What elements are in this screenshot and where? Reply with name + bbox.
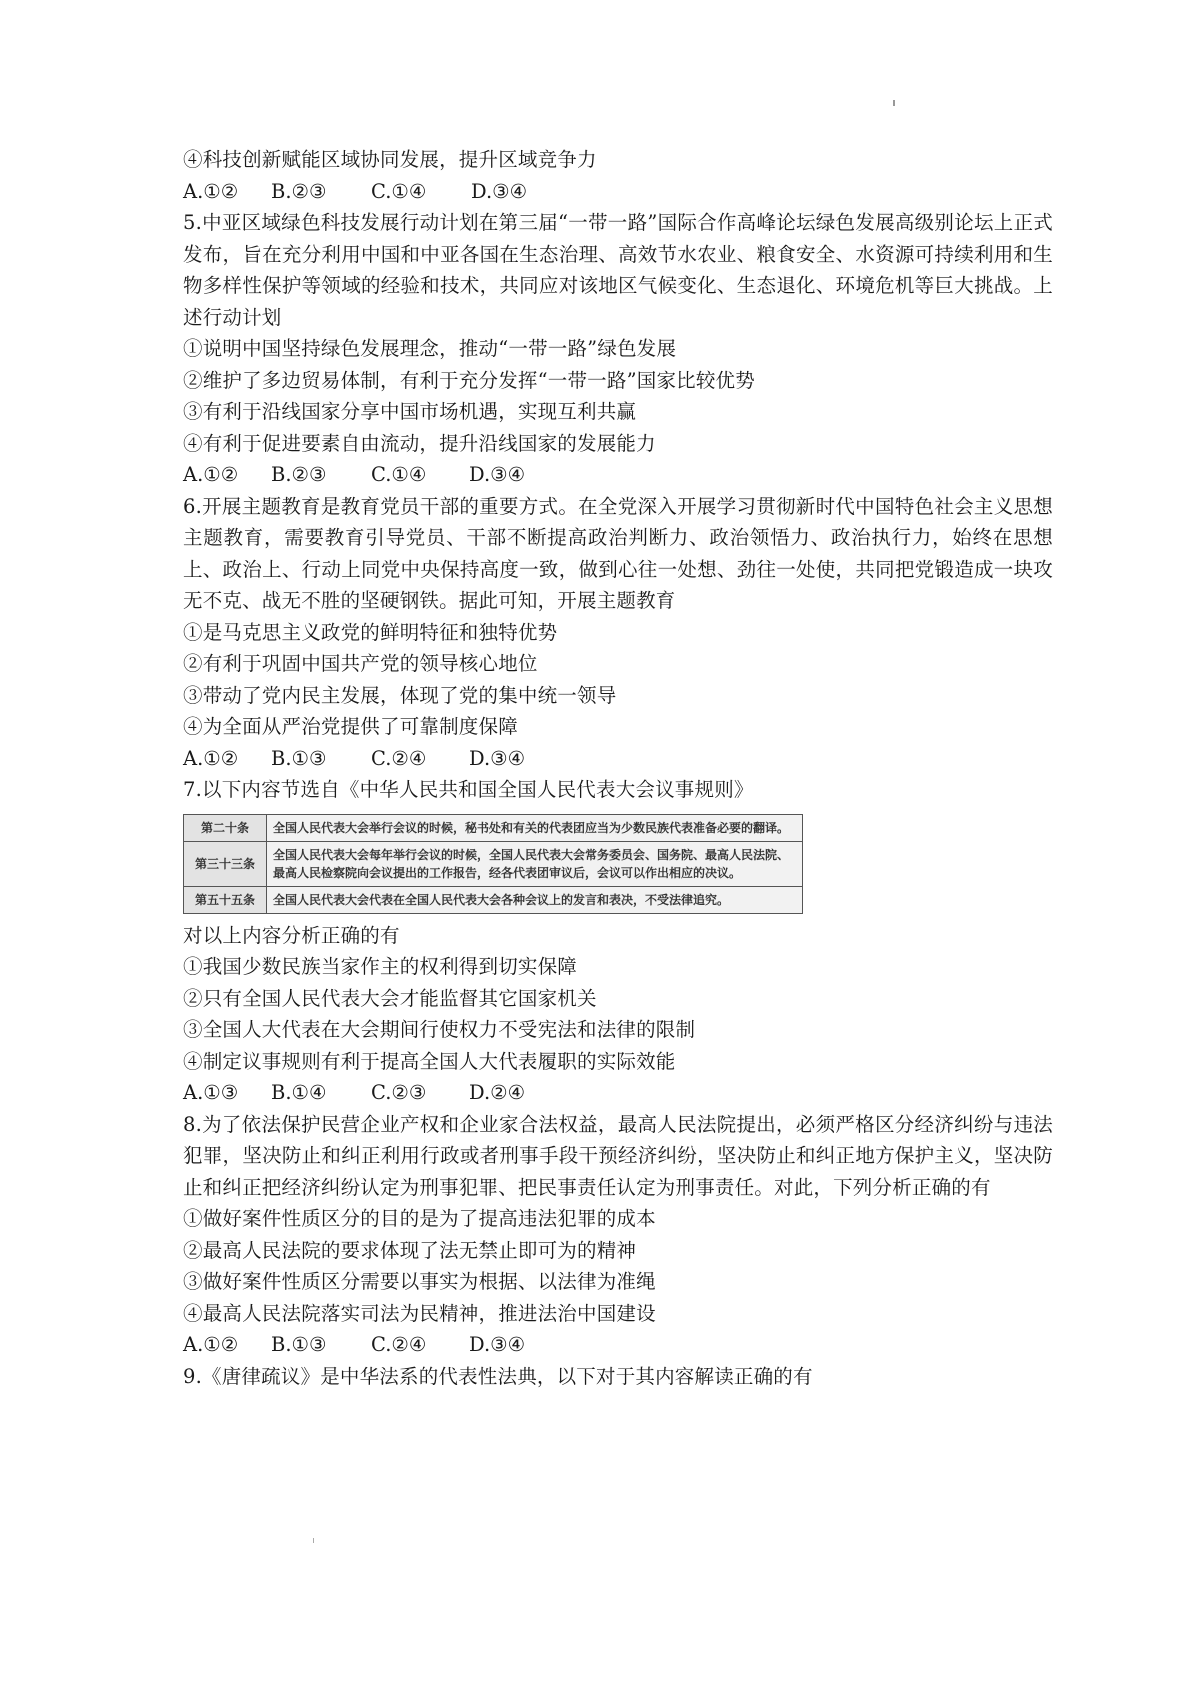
q7-item-1: ①我国少数民族当家作主的权利得到切实保障 xyxy=(183,955,578,978)
article-number: 第五十五条 xyxy=(184,886,267,913)
q5-item-3: ③有利于沿线国家分享中国市场机遇，实现互利共赢 xyxy=(183,400,637,423)
q6-stem: 6.开展主题教育是教育党员干部的重要方式。在全党深入开展学习贯彻新时代中国特色社会主义思想主题教育，需要教育引导党员、干部不断提高政治判断力、政治领悟力、政治执行力，始终在思想上、政治上、行动上同党中央保持高度一致，做到心往一处想、劲往一处使，共同把党锻造成一块攻无不克、战无不胜的坚硬钢铁。据此可知，开展主题教育 xyxy=(183,494,1053,612)
q6-item-3: ③带动了党内民主发展，体现了党的集中统一领导 xyxy=(183,683,617,707)
option-a: A.①② xyxy=(183,1333,239,1356)
option-c: C.①④ xyxy=(371,463,427,486)
scan-mark xyxy=(313,1538,314,1543)
option-d: D.②④ xyxy=(469,1081,526,1104)
q7-item-4: ④制定议事规则有利于提高全国人大代表履职的实际效能 xyxy=(183,1049,676,1073)
q6-item-1: ①是马克思主义政党的鲜明特征和独特优势 xyxy=(183,620,558,644)
option-b: B.①④ xyxy=(271,1081,327,1104)
option-b: B.①③ xyxy=(271,1333,327,1356)
table-row xyxy=(184,814,803,841)
q7-options xyxy=(183,1077,1053,1109)
law-excerpt-table xyxy=(183,814,803,914)
q5-stem: 5.中亚区域绿色科技发展行动计划在第三届“一带一路”国际合作高峰论坛绿色发展高级别论坛上正式发布，旨在充分利用中国和中亚各国在生态治理、高效节水农业、粮食安全、水资源可持续利用和生物多样性保护等领域的经验和技术，共同应对该地区气候变化、生态退化、环境危机等巨大挑战。上述行动计划 xyxy=(183,211,1053,329)
q8-item-4: ④最高人民法院落实司法为民精神，推进法治中国建设 xyxy=(183,1301,656,1325)
option-a: A.①② xyxy=(183,746,239,770)
q6-item-2: ②有利于巩固中国共产党的领导核心地位 xyxy=(183,652,538,675)
q7-stem: 7.以下内容节选自《中华人民共和国全国人民代表大会议事规则》 xyxy=(183,778,754,801)
option-d: D.③④ xyxy=(471,179,528,203)
q7-item-2: ②只有全国人民代表大会才能监督其它国家机关 xyxy=(183,986,597,1010)
q7-item-3: ③全国人大代表在大会期间行使权力不受宪法和法律的限制 xyxy=(183,1018,696,1041)
article-text: 全国人民代表大会举行会议的时候，秘书处和有关的代表团应当为少数民族代表准备必要的翻译。 xyxy=(267,814,803,841)
option-a: A.①② xyxy=(183,463,239,486)
option-b: B.②③ xyxy=(271,463,327,486)
q4-item-4: ④科技创新赋能区域协同发展，提升区域竞争力 xyxy=(183,148,597,171)
option-d: D.③④ xyxy=(469,463,526,486)
option-a: A.①③ xyxy=(183,1081,239,1104)
table-row xyxy=(184,841,803,886)
option-c: C.②④ xyxy=(371,1333,427,1356)
option-b: B.①③ xyxy=(271,746,327,770)
q5-options xyxy=(183,459,1053,491)
option-c: C.①④ xyxy=(371,179,427,203)
q8-options xyxy=(183,1329,1053,1361)
q5-item-2: ②维护了多边贸易体制，有利于充分发挥“一带一路”国家比较优势 xyxy=(183,368,755,392)
q8-item-1: ①做好案件性质区分的目的是为了提高违法犯罪的成本 xyxy=(183,1207,656,1230)
q8-stem: 8.为了依法保护民营企业产权和企业家合法权益，最高人民法院提出，必须严格区分经济纠纷与违法犯罪，坚决防止和纠正利用行政或者刑事手段干预经济纠纷，坚决防止和纠正地方保护主义，坚决防止和纠正把经济纠纷认定为刑事犯罪、把民事责任认定为刑事责任。对此，下列分析正确的有 xyxy=(183,1112,1053,1199)
scan-mark xyxy=(893,100,895,106)
q8-item-2: ②最高人民法院的要求体现了法无禁止即可为的精神 xyxy=(183,1238,637,1262)
q7-question: 对以上内容分析正确的有 xyxy=(183,923,400,947)
table-row xyxy=(184,886,803,913)
q4-options xyxy=(183,176,1053,208)
option-c: C.②③ xyxy=(371,1081,427,1104)
option-c: C.②④ xyxy=(371,746,427,770)
q6-item-4: ④为全面从严治党提供了可靠制度保障 xyxy=(183,715,518,738)
q5-item-4: ④有利于促进要素自由流动，提升沿线国家的发展能力 xyxy=(183,431,656,455)
option-d: D.③④ xyxy=(469,746,526,770)
page-content xyxy=(183,144,1053,1392)
q6-options xyxy=(183,743,1053,775)
article-text: 全国人民代表大会每年举行会议的时候，全国人民代表大会常务委员会、国务院、最高人民法院、最高人民检察院向会议提出的工作报告，经各代表团审议后，会议可以作出相应的决议。 xyxy=(267,841,803,886)
article-text: 全国人民代表大会代表在全国人民代表大会各种会议上的发言和表决，不受法律追究。 xyxy=(267,886,803,913)
option-b: B.②③ xyxy=(271,179,327,203)
q9-stem: 9.《唐律疏议》是中华法系的代表性法典，以下对于其内容解读正确的有 xyxy=(183,1364,813,1388)
article-number: 第三十三条 xyxy=(184,841,267,886)
option-d: D.③④ xyxy=(469,1333,526,1356)
article-number: 第二十条 xyxy=(184,814,267,841)
option-a: A.①② xyxy=(183,179,239,203)
q8-item-3: ③做好案件性质区分需要以事实为根据、以法律为准绳 xyxy=(183,1270,656,1293)
q5-item-1: ①说明中国坚持绿色发展理念，推动“一带一路”绿色发展 xyxy=(183,337,677,360)
